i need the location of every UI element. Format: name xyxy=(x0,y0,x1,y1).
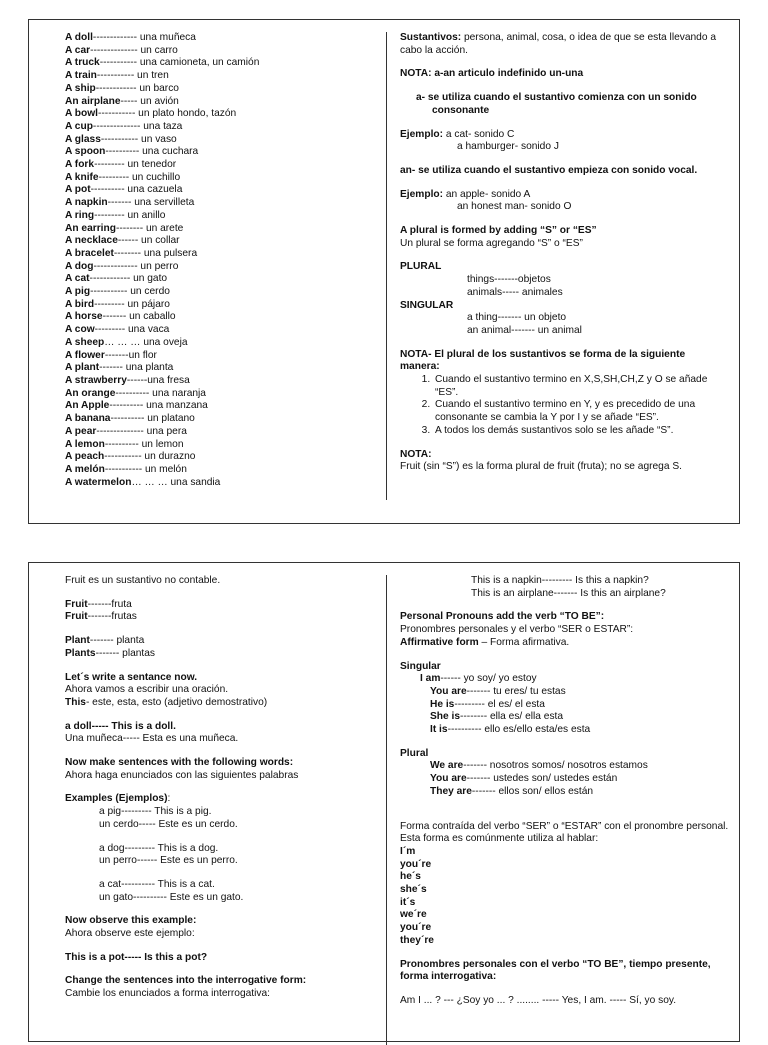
column-divider xyxy=(386,575,387,1045)
example-cat: a cat---------- This is a cat. xyxy=(99,878,215,890)
vocab-item: A spoon---------- una cuchara xyxy=(65,146,199,158)
examples-label: Examples (Ejemplos): xyxy=(65,793,171,805)
vocab-item: A necklace------ un collar xyxy=(65,235,180,247)
vocab-item: A cat------------ un gato xyxy=(65,273,168,285)
list-item: 3. A todos los demás sustantivos solo se les añade “S”. xyxy=(433,425,720,438)
ejemplo-an-line2: an honest man- sonido O xyxy=(457,201,572,213)
vocab-item: A bracelet-------- una pulsera xyxy=(65,247,198,259)
pronoun-item: We are------- nosotros somos/ nosotros estamos xyxy=(430,760,648,772)
doll-example: a doll----- This is a doll. xyxy=(65,720,176,732)
plural-label: Plural xyxy=(400,747,429,759)
singular-example-1: a thing------- un objeto xyxy=(467,312,567,324)
pronoun-item: I am------ yo soy/ yo estoy xyxy=(420,673,537,685)
singular-label: Singular xyxy=(400,660,441,672)
nota-fruit-label: NOTA: xyxy=(400,448,432,460)
example-pig: a pig--------- This is a pig. xyxy=(99,806,212,818)
vocab-item: A watermelon… … … una sandia xyxy=(65,476,221,488)
vocab-item: A truck----------- una camioneta, un camión xyxy=(65,57,260,69)
ejemplo-a-line2: a hamburger- sonido J xyxy=(457,141,559,153)
vocab-item: A glass----------- un vaso xyxy=(65,133,177,145)
contracted-intro: Forma contraída del verbo “SER” o “ESTAR” con el pronombre personal. Esta forma es comúnmente utiliza al hablar: xyxy=(400,820,729,845)
example-dog: a dog--------- This is a dog. xyxy=(99,842,219,854)
vocab-item: An airplane----- un avión xyxy=(65,95,179,107)
vocab-item: A pig----------- un cerdo xyxy=(65,286,170,298)
contraction-item: you´re xyxy=(400,858,432,870)
list-item: 2. Cuando el sustantivo termino en Y, y es precedido de una consonante se cambia la Y por I y se añade “ES”. xyxy=(433,399,720,424)
vocab-item: A sheep… … … una oveja xyxy=(65,336,188,348)
vocab-item: A bowl----------- un plato hondo, tazón xyxy=(65,108,237,120)
write-spanish: Ahora vamos a escribir una oración. xyxy=(65,684,229,696)
pronoun-item: You are------- tu eres/ tu estas xyxy=(430,685,566,697)
contraction-item: it´s xyxy=(400,896,416,908)
list-item: 1. Cuando el sustantivo termino en X,S,SH,CH,Z y O se añade “ES”. xyxy=(433,374,720,399)
grammar-notes-column xyxy=(400,32,720,474)
change-heading: Change the sentences into the interrogative form: xyxy=(65,975,307,987)
pronoun-item: They are------- ellos son/ ellos están xyxy=(430,785,594,797)
document-page-1 xyxy=(28,19,740,524)
plural-rules-list xyxy=(400,374,720,438)
example-cat-es: un gato---------- Este es un gato. xyxy=(99,891,244,903)
nota-articles: NOTA: a-an articulo indefinido un-una xyxy=(400,68,584,80)
write-heading: Let´s write a sentance now. xyxy=(65,671,198,683)
pronoun-item: It is---------- ello es/ello esta/es esta xyxy=(430,724,591,736)
vocab-item: A pear-------------- una pera xyxy=(65,425,187,437)
an-article-rule: an- se utiliza cuando el sustantivo empieza con sonido vocal. xyxy=(400,164,698,176)
nota-plural-rules: NOTA- El plural de los sustantivos se forma de la siguiente manera: xyxy=(400,348,686,373)
vocab-item: A ring--------- un anillo xyxy=(65,209,166,221)
plural-spanish: Un plural se forma agregando “S” o “ES” xyxy=(400,237,583,249)
vocab-item: An orange---------- una naranja xyxy=(65,387,206,399)
vocab-item: A car-------------- un carro xyxy=(65,44,178,56)
plural-heading: A plural is formed by adding “S” or “ES” xyxy=(400,225,597,237)
vocab-item: A fork--------- un tenedor xyxy=(65,159,177,171)
vocab-item: A bird--------- un pájaro xyxy=(65,298,170,310)
observe-spanish: Ahora observe este ejemplo: xyxy=(65,928,195,940)
vocab-item: A melón----------- un melón xyxy=(65,463,187,475)
vocab-item: A dog------------- un perro xyxy=(65,260,179,272)
pronoun-item: You are------- ustedes son/ ustedes están xyxy=(430,773,618,785)
vocab-item: A banana---------- un platano xyxy=(65,413,195,425)
pronouns-spanish: Pronombres personales y el verbo “SER o ESTAR”: xyxy=(400,624,634,636)
vocab-item: A flower-------un flor xyxy=(65,349,157,361)
vocab-item: A train----------- un tren xyxy=(65,70,169,82)
sentences-column xyxy=(65,575,306,1001)
contraction-item: they´re xyxy=(400,934,434,946)
singular-pronoun-list xyxy=(400,673,730,737)
plant-singular: Plant------- planta xyxy=(65,635,145,647)
plural-example-1: things-------objetos xyxy=(467,274,551,286)
document-page-2 xyxy=(28,562,740,1042)
fruit-note: Fruit es un sustantivo no contable. xyxy=(65,575,221,586)
contraction-item: I´m xyxy=(400,845,416,857)
example-dog-es: un perro------ Este es un perro. xyxy=(99,855,238,867)
sustantivos-definition: Sustantivos: persona, animal, cosa, o idea de que se esta llevando a cabo la acción. xyxy=(400,32,716,56)
a-article-rule: a- se utiliza cuando el sustantivo comienza con un sonido consonante xyxy=(416,92,697,116)
pronoun-item: She is-------- ella es/ ella esta xyxy=(430,711,564,723)
interrogative-example: Am I ... ? --- ¿Soy yo ... ? ........ ----- Yes, I am. ----- Sí, yo soy. xyxy=(400,994,677,1006)
fruit-singular: Fruit-------fruta xyxy=(65,598,132,610)
doll-spanish: Una muñeca----- Esta es una muñeca. xyxy=(65,733,239,745)
pronouns-heading: Personal Pronouns add the verb “TO BE”: xyxy=(400,611,605,623)
pot-example: This is a pot----- Is this a pot? xyxy=(65,951,208,963)
vocab-item: A napkin------- una servilleta xyxy=(65,197,195,209)
question-airplane: This is an airplane------- Is this an airplane? xyxy=(471,587,666,599)
column-divider xyxy=(386,32,387,500)
example-pig-es: un cerdo----- Este es un cerdo. xyxy=(99,818,238,830)
make-heading: Now make sentences with the following words: xyxy=(65,757,294,769)
change-spanish: Cambie los enunciados a forma interrogativa: xyxy=(65,988,270,1000)
vocabulary-list xyxy=(65,32,259,489)
vocab-item: A pot---------- una cazuela xyxy=(65,184,183,196)
vocab-item: A cup-------------- una taza xyxy=(65,120,183,132)
interrogative-heading: Pronombres personales con el verbo “TO BE”, tiempo presente, forma interrogativa: xyxy=(400,958,711,983)
vocab-item: A strawberry------una fresa xyxy=(65,374,190,386)
contraction-list xyxy=(400,846,730,948)
fruit-plural: Fruit-------frutas xyxy=(65,611,137,623)
vocab-item: A lemon---------- un lemon xyxy=(65,438,184,450)
this-definition: This- este, esta, esto (adjetivo demostrativo) xyxy=(65,696,268,708)
plant-plural: Plants------- plantas xyxy=(65,647,156,659)
singular-label: SINGULAR xyxy=(400,299,454,311)
contraction-item: we´re xyxy=(400,909,427,921)
question-napkin: This is a napkin--------- Is this a napkin? xyxy=(471,575,649,586)
vocab-item: An Apple---------- una manzana xyxy=(65,400,208,412)
vocab-item: A doll------------- una muñeca xyxy=(65,32,196,43)
plural-pronoun-list xyxy=(400,760,730,798)
vocab-item: A knife--------- un cuchillo xyxy=(65,171,181,183)
vocab-item: A horse------- un caballo xyxy=(65,311,176,323)
plural-example-2: animals----- animales xyxy=(467,286,563,298)
vocab-item: An earring-------- un arete xyxy=(65,222,184,234)
contraction-item: she´s xyxy=(400,884,427,896)
pronoun-item: He is--------- el es/ el esta xyxy=(430,698,545,710)
observe-heading: Now observe this example: xyxy=(65,915,197,927)
vocab-item: A cow--------- una vaca xyxy=(65,324,170,336)
affirmative-form: Affirmative form – Forma afirmativa. xyxy=(400,636,570,648)
nota-fruit-text: Fruit (sin “S”) es la forma plural de fruit (fruta); no se agrega S. xyxy=(400,461,682,473)
make-spanish: Ahora haga enunciados con las siguientes palabras xyxy=(65,769,299,781)
contraction-item: you´re xyxy=(400,922,432,934)
ejemplo-an: Ejemplo: an apple- sonido A xyxy=(400,188,531,200)
singular-example-2: an animal------- un animal xyxy=(467,324,582,336)
vocab-item: A peach----------- un durazno xyxy=(65,451,196,463)
plural-label: PLURAL xyxy=(400,261,442,273)
pronouns-column xyxy=(400,575,730,1008)
vocab-item: A plant------- una planta xyxy=(65,362,174,374)
ejemplo-a: Ejemplo: a cat- sonido C xyxy=(400,128,515,140)
contraction-item: he´s xyxy=(400,871,421,883)
vocab-item: A ship------------ un barco xyxy=(65,82,179,94)
